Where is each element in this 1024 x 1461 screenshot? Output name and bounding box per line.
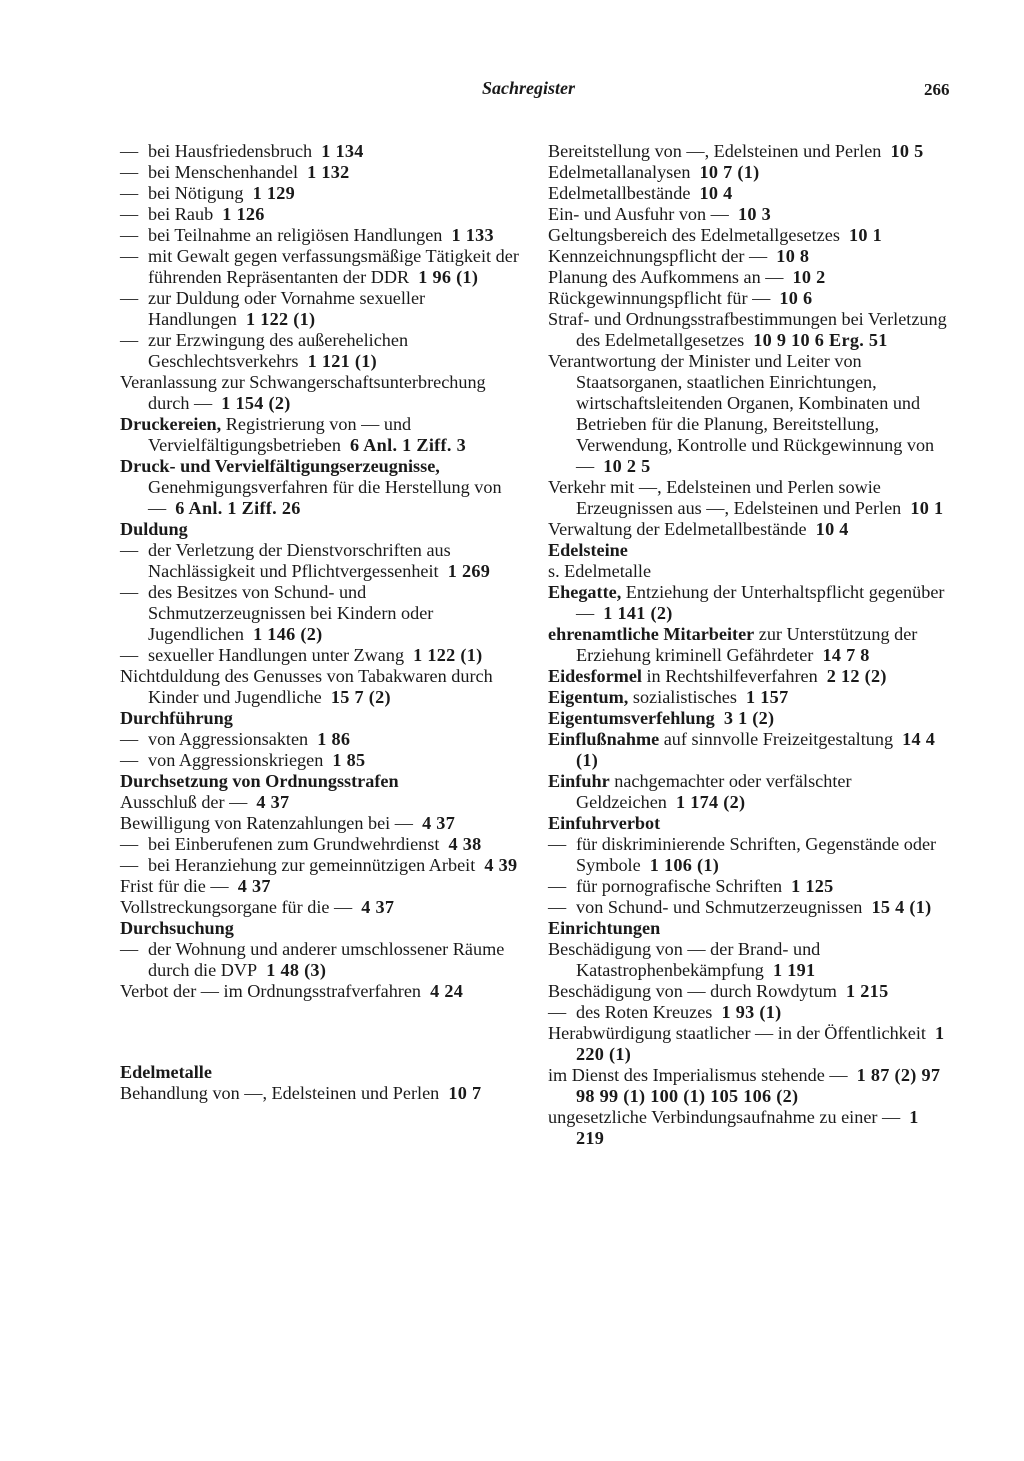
entry-text: Vollstreckungsorgane für die —	[120, 897, 353, 917]
dash-marker: —	[120, 288, 139, 308]
entry-reference: 15 4 (1)	[871, 897, 932, 917]
index-entry	[548, 624, 950, 666]
entry-term: Eigentum,	[548, 687, 629, 707]
entry-reference: 1 86	[317, 729, 351, 749]
index-entry	[548, 477, 950, 519]
entry-text: Geltungsbereich des Edelmetallgesetzes	[548, 225, 840, 245]
index-entry	[548, 288, 950, 309]
dash-marker: —	[120, 834, 139, 854]
dash-marker: —	[120, 645, 139, 665]
entry-term: Einfuhrverbot	[548, 813, 661, 833]
entry-reference: 4 24	[430, 981, 464, 1001]
entry-text: von Aggressionsakten	[148, 729, 309, 749]
index-subentry	[120, 750, 520, 771]
entry-text: Verwaltung der Edelmetallbestände	[548, 519, 807, 539]
entry-text: der Wohnung und anderer umschlossener Räume durch die DVP	[148, 939, 505, 980]
index-subentry	[120, 645, 520, 666]
index-column-right	[548, 141, 950, 1149]
dash-marker: —	[120, 330, 139, 350]
index-subentry	[120, 834, 520, 855]
entry-reference: 10 8	[776, 246, 810, 266]
dash-marker: —	[548, 834, 567, 854]
entry-reference: 1 122 (1)	[413, 645, 483, 665]
dash-marker: —	[120, 162, 139, 182]
entry-text: des Besitzes von Schund- und Schmutzerzeugnissen bei Kindern oder Jugendlichen	[148, 582, 434, 644]
index-subentry	[120, 183, 520, 204]
entry-term: Duldung	[120, 519, 188, 539]
index-subentry	[120, 246, 520, 288]
index-entry	[548, 519, 950, 540]
entry-reference: 6 Anl. 1 Ziff. 26	[175, 498, 301, 518]
entry-text: bei Teilnahme an religiösen Handlungen	[148, 225, 443, 245]
index-entry	[548, 939, 950, 981]
page-number: 266	[924, 80, 950, 99]
entry-text: s. Edelmetalle	[548, 561, 652, 581]
entry-term: Druck- und Vervielfältigungserzeugnisse,	[120, 456, 440, 476]
index-entry	[120, 414, 520, 456]
index-subentry	[120, 729, 520, 750]
entry-reference: 4 38	[448, 834, 482, 854]
entry-text: Frist für die —	[120, 876, 229, 896]
entry-text: Verbot der — im Ordnungsstrafverfahren	[120, 981, 422, 1001]
index-entry	[548, 267, 950, 288]
index-column-left	[120, 141, 520, 1104]
entry-reference: 10 4	[699, 183, 733, 203]
index-entry	[120, 1083, 520, 1104]
dash-marker: —	[120, 204, 139, 224]
entry-text: Edelmetallanalysen	[548, 162, 691, 182]
entry-reference: 1 85	[332, 750, 366, 770]
entry-reference: 4 37	[237, 876, 271, 896]
entry-reference: 1 220 (1)	[576, 1023, 945, 1064]
entry-reference: 1 133	[451, 225, 494, 245]
dash-marker: —	[548, 876, 567, 896]
entry-text: bei Einberufenen zum Grundwehrdienst	[148, 834, 440, 854]
entry-reference: 1 174 (2)	[675, 792, 746, 812]
entry-text: des Roten Kreuzes	[576, 1002, 713, 1022]
entry-reference: 1 87 (2) 97 98 99 (1) 100 (1) 105 106 (2)	[576, 1065, 941, 1106]
entry-reference: 6 Anl. 1 Ziff. 3	[350, 435, 466, 455]
entry-text: in Rechtshilfeverfahren	[646, 666, 818, 686]
entry-text: Entziehung der Unterhaltspflicht gegenüber —	[576, 582, 945, 623]
index-heading	[548, 540, 950, 561]
entry-reference: 10 5	[890, 141, 924, 161]
entry-reference: 1 134	[321, 141, 364, 161]
index-heading	[548, 918, 950, 939]
dash-marker: —	[120, 246, 139, 266]
entry-term: Einflußnahme	[548, 729, 660, 749]
entry-reference: 1 106 (1)	[649, 855, 720, 875]
index-entry	[548, 351, 950, 477]
dash-marker: —	[120, 183, 139, 203]
index-entry	[548, 141, 950, 162]
index-subentry	[548, 897, 950, 918]
entry-text: Kennzeichnungspflicht der —	[548, 246, 768, 266]
index-subentry	[120, 582, 520, 645]
index-entry	[120, 897, 520, 918]
entry-text: Planung des Aufkommens an —	[548, 267, 784, 287]
entry-reference: 10 1	[849, 225, 883, 245]
entry-reference: 10 7 (1)	[699, 162, 760, 182]
index-entry	[548, 981, 950, 1002]
entry-text: Genehmigungsverfahren für die Herstellung von —	[148, 477, 502, 518]
entry-text: für diskriminierende Schriften, Gegenstände oder Symbole	[576, 834, 937, 875]
page-header	[0, 78, 1024, 106]
entry-text: auf sinnvolle Freizeitgestaltung	[663, 729, 894, 749]
index-subentry	[120, 204, 520, 225]
entry-term: ehrenamtliche Mitarbeiter	[548, 624, 755, 644]
entry-term: Durchführung	[120, 708, 233, 728]
index-entry	[548, 666, 950, 687]
index-heading	[120, 519, 520, 540]
index-subentry	[548, 1002, 950, 1023]
entry-text: bei Hausfriedensbruch	[148, 141, 313, 161]
entry-text: Edelmetallbestände	[548, 183, 691, 203]
entry-reference: 1 48 (3)	[266, 960, 327, 980]
index-entry	[548, 1023, 950, 1065]
entry-reference: 1 215	[846, 981, 889, 1001]
entry-reference: 10 4	[815, 519, 849, 539]
entry-text: sexueller Handlungen unter Zwang	[148, 645, 405, 665]
index-entry	[548, 687, 950, 708]
index-heading	[120, 918, 520, 939]
entry-text: Nichtduldung des Genusses von Tabakwaren durch Kinder und Jugendliche	[120, 666, 493, 707]
dash-marker: —	[120, 939, 139, 959]
entry-text: bei Nötigung	[148, 183, 244, 203]
entry-reference: 10 7	[448, 1083, 482, 1103]
index-subentry	[120, 939, 520, 981]
entry-reference: 10 2 5	[603, 456, 651, 476]
entry-reference: 3 1 (2)	[723, 708, 775, 728]
running-title: Sachregister	[482, 78, 576, 98]
entry-term: Einrichtungen	[548, 918, 661, 938]
entry-reference: 4 39	[484, 855, 518, 875]
entry-term: Durchsuchung	[120, 918, 234, 938]
entry-term: Edelsteine	[548, 540, 628, 560]
index-entry	[548, 582, 950, 624]
index-subentry	[120, 540, 520, 582]
entry-reference: 1 157	[746, 687, 789, 707]
entry-text: Registrierung von — und Vervielfältigungsbetrieben	[148, 414, 412, 455]
entry-text: mit Gewalt gegen verfassungsmäßige Tätigkeit der führenden Repräsentanten der DDR	[148, 246, 519, 287]
index-entry	[548, 225, 950, 246]
index-entry	[120, 981, 520, 1002]
index-subentry	[120, 855, 520, 876]
entry-reference: 15 7 (2)	[330, 687, 391, 707]
entry-text: bei Heranziehung zur gemeinnützigen Arbeit	[148, 855, 476, 875]
entry-text: für pornografische Schriften	[576, 876, 783, 896]
entry-text: zur Unterstützung der Erziehung kriminell Gefährdeter	[576, 624, 918, 665]
dash-marker: —	[120, 750, 139, 770]
entry-term: Einfuhr	[548, 771, 610, 791]
entry-text: ungesetzliche Verbindungsaufnahme zu einer —	[548, 1107, 901, 1127]
index-entry	[548, 246, 950, 267]
index-entry	[120, 792, 520, 813]
entry-text: Rückgewinnungspflicht für —	[548, 288, 771, 308]
entry-text: bei Raub	[148, 204, 214, 224]
index-entry	[120, 876, 520, 897]
index-entry	[548, 729, 950, 771]
index-entry	[120, 666, 520, 708]
entry-reference: 1 122 (1)	[246, 309, 316, 329]
entry-text: nachgemachter oder verfälschter Geldzeichen	[576, 771, 852, 812]
entry-text: der Verletzung der Dienstvorschriften aus Nachlässigkeit und Pflichtvergessenheit	[148, 540, 451, 581]
entry-text: Veranlassung zur Schwangerschaftsunterbrechung durch —	[120, 372, 486, 413]
entry-text: Verkehr mit —, Edelsteinen und Perlen sowie Erzeugnissen aus —, Edelsteinen und Perlen	[548, 477, 902, 518]
entry-reference: 1 129	[252, 183, 295, 203]
index-subentry	[548, 834, 950, 876]
index-heading	[120, 708, 520, 729]
entry-reference: 1 154 (2)	[221, 393, 291, 413]
entry-reference: 10 9 10 6 Erg. 51	[753, 330, 888, 350]
index-heading	[120, 771, 520, 792]
entry-reference: 14 4 (1)	[576, 729, 936, 770]
index-entry	[548, 1065, 950, 1107]
entry-reference: 1 191	[772, 960, 816, 980]
entry-reference: 1 146 (2)	[253, 624, 323, 644]
entry-reference: 1 93 (1)	[721, 1002, 782, 1022]
entry-reference: 10 6	[779, 288, 813, 308]
entry-text: zur Erzwingung des außerehelichen Geschlechtsverkehrs	[148, 330, 409, 371]
entry-reference: 1 121 (1)	[307, 351, 377, 371]
dash-marker: —	[120, 582, 139, 602]
entry-text: Behandlung von —, Edelsteinen und Perlen	[120, 1083, 440, 1103]
index-entry	[120, 813, 520, 834]
entry-text: im Dienst des Imperialismus stehende —	[548, 1065, 848, 1085]
entry-reference: 1 126	[222, 204, 265, 224]
dash-marker: —	[548, 1002, 567, 1022]
index-entry	[548, 708, 950, 729]
index-subentry	[120, 288, 520, 330]
dash-marker: —	[120, 540, 139, 560]
index-entry	[120, 456, 520, 519]
entry-text: Ausschluß der —	[120, 792, 248, 812]
index-entry	[548, 183, 950, 204]
entry-term: Durchsetzung von Ordnungsstrafen	[120, 771, 399, 791]
index-heading	[120, 1062, 520, 1083]
entry-reference: 1 132	[307, 162, 350, 182]
entry-text: zur Duldung oder Vornahme sexueller Handlungen	[148, 288, 426, 329]
entry-term: Eidesformel	[548, 666, 642, 686]
dash-marker: —	[120, 855, 139, 875]
index-entry	[548, 1107, 950, 1149]
entry-term: Druckereien,	[120, 414, 222, 434]
entry-reference: 1 96 (1)	[418, 267, 479, 287]
index-entry	[120, 372, 520, 414]
entry-reference: 2 12 (2)	[826, 666, 887, 686]
entry-text: von Aggressionskriegen	[148, 750, 324, 770]
entry-text: Straf- und Ordnungsstrafbestimmungen bei Verletzung des Edelmetallgesetzes	[548, 309, 947, 350]
dash-marker: —	[120, 729, 139, 749]
index-subentry	[120, 225, 520, 246]
entry-text: Verantwortung der Minister und Leiter von Staatsorganen, staatlichen Einrichtungen, wirtschaftsleitenden Organen, Kombinaten und Betrieben für die Planung, Bereitstellung, Verwendung, Kontrolle und Rückgewinnung von —	[548, 351, 935, 476]
index-entry	[548, 162, 950, 183]
entry-text: Bereitstellung von —, Edelsteinen und Perlen	[548, 141, 882, 161]
entry-text: Beschädigung von — durch Rowdytum	[548, 981, 837, 1001]
entry-text: von Schund- und Schmutzerzeugnissen	[576, 897, 863, 917]
entry-text: Beschädigung von — der Brand- und Katastrophenbekämpfung	[548, 939, 821, 980]
index-entry	[548, 561, 950, 582]
index-subentry	[120, 330, 520, 372]
index-entry	[548, 309, 950, 351]
index-entry	[548, 771, 950, 813]
entry-term: Ehegatte,	[548, 582, 622, 602]
entry-reference: 4 37	[361, 897, 395, 917]
entry-reference: 10 2	[792, 267, 826, 287]
dash-marker: —	[120, 225, 139, 245]
entry-reference: 1 219	[576, 1107, 919, 1148]
entry-reference: 1 125	[791, 876, 834, 896]
entry-reference: 10 3	[737, 204, 771, 224]
entry-reference: 1 141 (2)	[603, 603, 673, 623]
entry-text: Bewilligung von Ratenzahlungen bei —	[120, 813, 413, 833]
index-subentry	[548, 876, 950, 897]
entry-reference: 4 37	[422, 813, 456, 833]
entry-reference: 10 1	[910, 498, 944, 518]
index-heading	[548, 813, 950, 834]
entry-reference: 4 37	[256, 792, 290, 812]
entry-text: Ein- und Ausfuhr von —	[548, 204, 729, 224]
index-subentry	[120, 162, 520, 183]
index-entry	[548, 204, 950, 225]
entry-term: Eigentumsverfehlung	[548, 708, 715, 728]
dash-marker: —	[120, 141, 139, 161]
entry-text: sozialistisches	[632, 687, 737, 707]
entry-text: Herabwürdigung staatlicher — in der Öffentlichkeit	[548, 1023, 926, 1043]
entry-reference: 1 269	[447, 561, 491, 581]
index-subentry	[120, 141, 520, 162]
entry-text: bei Menschenhandel	[148, 162, 298, 182]
dash-marker: —	[548, 897, 567, 917]
entry-reference: 14 7 8	[822, 645, 870, 665]
entry-term: Edelmetalle	[120, 1062, 212, 1082]
